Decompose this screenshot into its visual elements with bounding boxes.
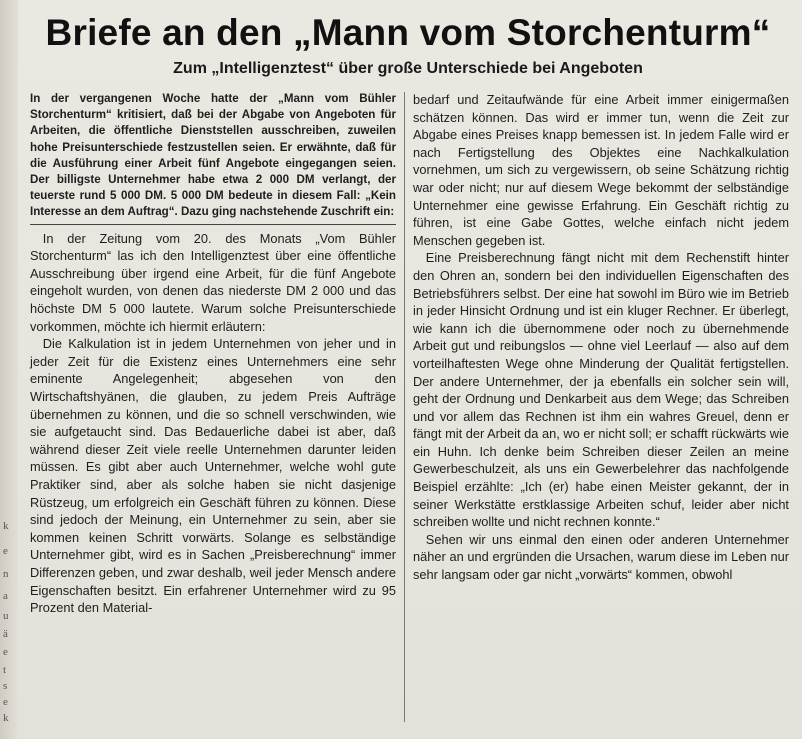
edge-fragment: k [3, 520, 9, 532]
left-column [30, 91, 396, 617]
body-paragraph: In der Zeitung vom 20. des Monats „Vom Bühler Storchenturm“ las ich den Intelligenztest über eine öffentliche Ausschreibung über irgend eine Arbeit, für die fünf Angebote eingeholt wurden, von denen das niederste DM 2 000 und das höchste DM 5 000 lautete. Warum solche Preisunterschiede vorkommen, möchte ich hiermit erläutern: [30, 230, 396, 334]
edge-fragment: a [3, 590, 8, 602]
edge-fragment: ä [3, 628, 8, 640]
article-headline: Briefe an den „Mann vom Storchenturm“ [45, 12, 771, 53]
body-paragraph: bedarf und Zeitaufwände für eine Arbeit immer einigermaßen schätzen können. Das wird er immer tun, wenn die Zeit zur Abgabe eines Preises knapp bemessen ist. In jedem Falle wird er nach Fertigstellung des Objektes eine Nachkalkulation vornehmen, um sich zu vergewissern, ob seine Schätzung richtig war oder nicht; nur auf diesem Wege bekommt der selbständige Unternehmer eine gewisse Erfahrung. Ein Geschäft richtig zu führen, ist eine Gabe Gottes, welche einfach nicht jedem Menschen gegeben ist. [413, 92, 789, 248]
body-paragraph: Die Kalkulation ist in jedem Unternehmen von jeher und in jeder Zeit für die Existenz eines Unternehmers eine sehr eminente Angelegenheit; abgesehen von den Wirtschaftshyänen, die glauben, zu jedem Preis Aufträge übernehmen zu können, und die so schnell verschwinden, wie sie aufgetaucht sind. Das Bedauerliche dabei ist aber, daß während dieser Zeit viele reelle Unternehmen darunter leiden müssen. Es gibt aber auch Unternehmer, welche wohl gute Praktiker sind, aber als solche haben sie nicht dasjenige Rüstzeug, um erfolgreich ein Geschäft führen zu können. Diese sind jedoch der Meinung, ein Unternehmer zu sein, aber sie kommen keinen Schritt vorwärts. Solange es selbständige Unternehmer gibt, wird es in Sachen „Preisberechnung“ immer Differenzen geben, und zwar deshalb, weil jeder Mensch andere Eigenschaften besitzt. Ein erfahrener Unternehmer wird zu 95 Prozent den Material- [30, 336, 396, 616]
body-paragraph: Eine Preisberechnung fängt nicht mit dem Rechenstift hinter den Ohren an, sondern bei den individuellen Eigenschaften des Betriebsführers selbst. Der eine hat sowohl im Büro wie im Betrieb in jeder Hinsicht Ordnung und ist ein kluger Rechner. Er überlegt, wie kann ich die übernommene oder noch zu übernehmende Arbeit gut und reibungslos — ohne viel Leerlauf — also auf dem vorteilhaftesten Wege ohne Minderung der Qualität fertigstellen. Der andere Unternehmer, der ja ebenfalls ein solcher sein will, geht der Ordnung und Denkarbeit aus dem Wege; das Schreiben und vor allem das Rechnen ist ihm ein wahres Greuel, denn er fängt mit der Arbeit da an, wo er nicht soll; er schafft rückwärts wie ein Huhn. Ich denke beim Schreiben dieser Zeilen an meine Gewerbeschulzeit, als uns ein Gewerbelehrer das nachfolgende Beispiel erzählte: „Ich (er) habe einen Meister gekannt, der in seiner Werkstätte erstklassige Arbeiten schuf, leider aber nicht schreiben wollte und nicht rechnen konnte.“ [413, 250, 789, 530]
edge-fragment: n [3, 568, 9, 580]
article-subheadline: Zum „Intelligenztest“ über große Unterschiede bei Angeboten [173, 60, 643, 77]
edge-fragment: k [3, 712, 9, 724]
edge-fragment: s [3, 680, 8, 692]
right-column [413, 91, 789, 584]
edge-fragment: t [3, 664, 7, 676]
article-intro: In der vergangenen Woche hatte der „Mann vom Bühler Storchenturm“ kritisiert, daß bei der Abgabe von Angeboten für Arbeiten, die öffentliche Dienststellen ausschreiben, zuweilen hohe Preisunterschiede festzustellen seien. Er erwähnte, daß für die Ausführung einer Arbeit fünf Angebote eingegangen seien. Der billigste Unternehmer habe etwa 2 000 DM verlangt, der teuerste rund 5 000 DM. 5 000 DM bedeute in diesem Fall: „Kein Interesse an dem Auftrag“. Dazu ging nachstehende Zuschrift ein: [30, 91, 396, 225]
column-divider [404, 92, 405, 722]
edge-fragment: e [3, 696, 8, 708]
edge-fragment: u [3, 610, 9, 622]
edge-fragment: e [3, 646, 8, 658]
body-paragraph: Sehen wir uns einmal den einen oder anderen Unternehmer näher an und ergründen die Ursachen, warum diese im Leben nur sehr langsam oder gar nicht „vorwärts“ kommen, obwohl [413, 531, 789, 583]
adjacent-column-edge [0, 0, 18, 739]
edge-fragment: e [3, 545, 8, 557]
